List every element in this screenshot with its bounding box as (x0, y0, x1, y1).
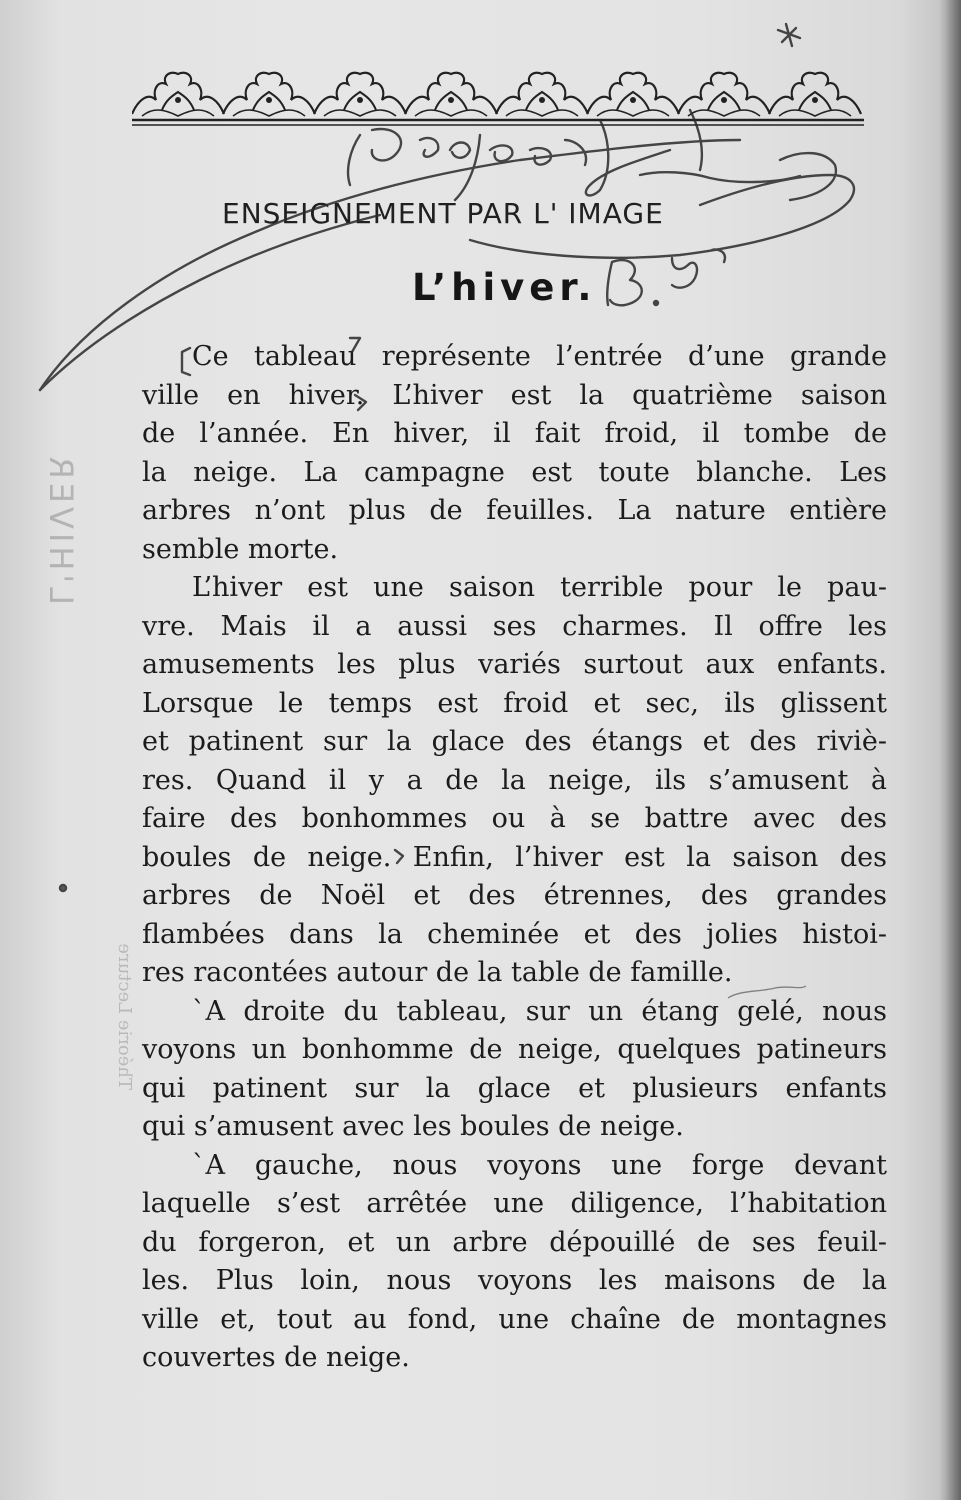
text-line: couvertes de neige. (142, 1342, 410, 1373)
text-line: la neige. La campagne est toute blanche. Les (142, 456, 887, 488)
text-line: laquelle s’est arrêtée une diligence, l’habitation (142, 1188, 887, 1219)
text-line: Ce tableau représente l’entrée d’une grande (192, 341, 887, 372)
text-line: faire des bonhommes ou à se battre avec des (142, 803, 887, 834)
text-line: qui patinent sur la glace et plusieurs enfants (142, 1072, 887, 1104)
text-line: L’hiver est une saison terrible pour le pau- (192, 572, 887, 603)
text-line: `A gauche, nous voyons une forge devant (192, 1149, 887, 1181)
text-line: res. Quand il y a de la neige, ils s’amusent à (142, 764, 887, 796)
text-line: les. Plus loin, nous voyons les maisons de la (142, 1265, 887, 1296)
text-line: qui s’amusent avec les boules de neige. (142, 1111, 684, 1142)
text-line: `A droite du tableau, sur un étang gelé, nous (192, 995, 887, 1027)
section-heading: ENSEIGNEMENT PAR L' IMAGE (222, 197, 664, 230)
ornamental-border (132, 70, 864, 128)
text-line: voyons un bonhomme de neige, quelques patineurs (142, 1034, 887, 1065)
page-title: L’hiver. (412, 266, 597, 309)
text-line: ville en hiver. L’hiver est la quatrième saison (142, 379, 887, 411)
text-line: vre. Mais il a aussi ses charmes. Il offre les (142, 610, 887, 642)
text-line: de l’année. En hiver, il fait froid, il tombe de (142, 418, 887, 449)
text-line: et patinent sur la glace des étangs et des riviè- (142, 726, 887, 757)
text-line: arbres n’ont plus de feuilles. La nature entière (142, 495, 887, 526)
text-line: amusements les plus variés surtout aux enfants. (142, 649, 887, 680)
bleed-through-text: L'HIVER (42, 452, 80, 605)
text-line: ville et, tout au fond, une chaîne de montagnes (142, 1303, 887, 1335)
spine-shadow (939, 0, 961, 1500)
text-line: du forgeron, et un arbre dépouillé de ses feuil- (142, 1226, 887, 1258)
text-line: boules de neige. Enfin, l’hiver est la saison des (142, 841, 887, 873)
bleed-through-text-lower: Théorie Lecture (114, 943, 135, 1090)
text-line: arbres de Noël et des étrennes, des grandes (142, 880, 887, 911)
text-line: semble morte. (142, 533, 339, 565)
text-line: flambées dans la cheminée et des jolies histoi- (142, 918, 887, 950)
text-line: res racontées autour de la table de famille. (142, 957, 733, 988)
body-text (142, 338, 887, 1378)
text-line: Lorsque le temps est froid et sec, ils glissent (142, 687, 887, 719)
